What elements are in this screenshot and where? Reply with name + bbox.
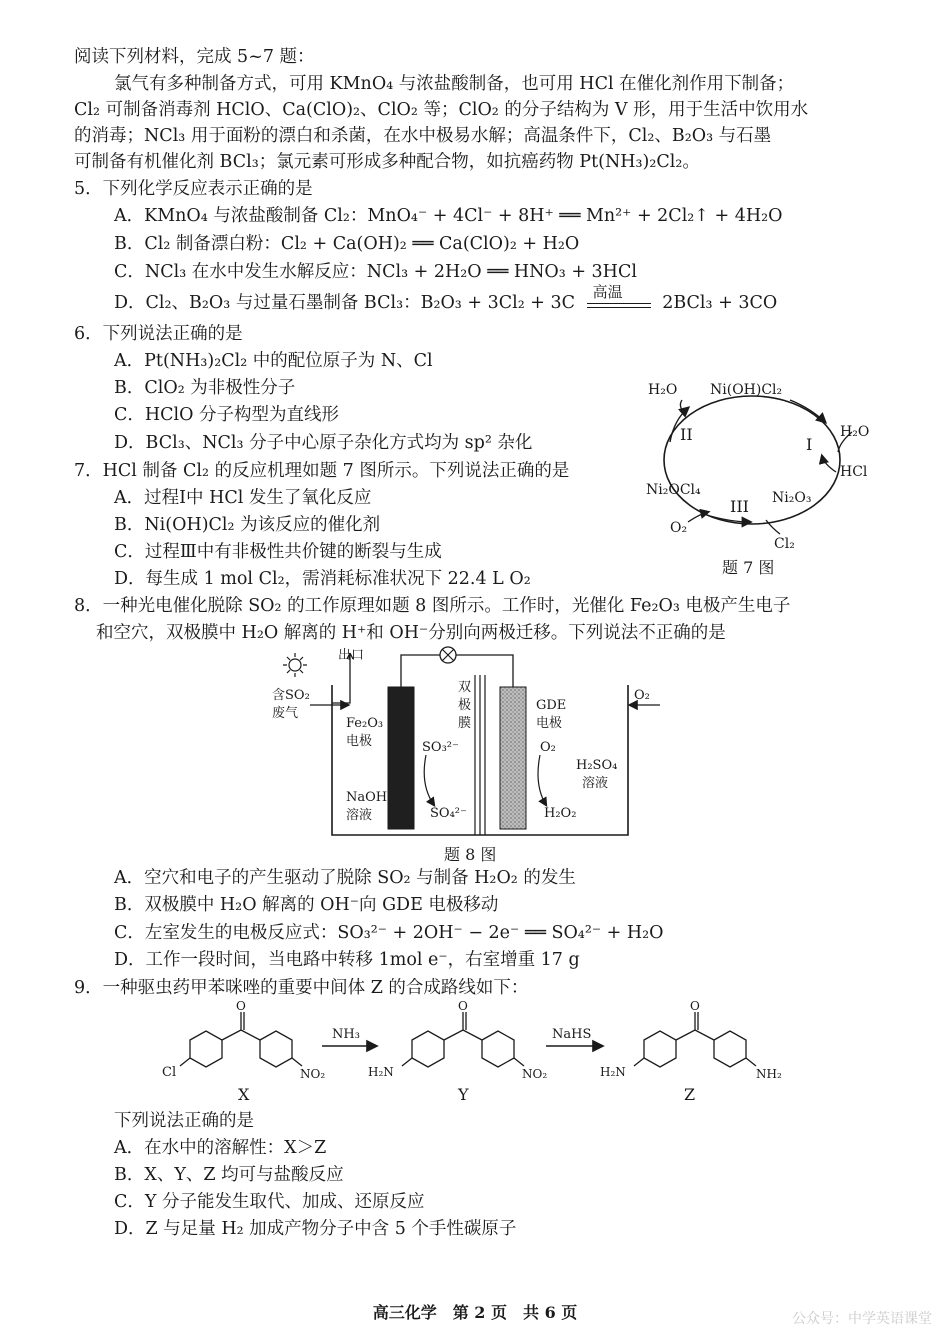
- label-fe2o3: Fe₂O₃: [346, 716, 384, 731]
- question-9-option-b: B．X、Y、Z 均可与盐酸反应: [114, 1165, 344, 1185]
- lamp-icon: [440, 647, 456, 663]
- y-left-group: H₂N: [368, 1065, 394, 1079]
- cycle-ellipse: [664, 396, 840, 524]
- label-z: Z: [684, 1085, 696, 1104]
- option-d-reactants: D．Cl₂、B₂O₃ 与过量石墨制备 BCl₃：B₂O₃ + 3Cl₂ + 3C: [114, 293, 576, 313]
- question-8-option-c: C．左室发生的电极反应式：SO₃²⁻ + 2OH⁻ − 2e⁻ ══ SO₄²⁻ + H₂O: [114, 923, 664, 943]
- label-fe2o3-electrode: 电极: [346, 734, 373, 749]
- y-right-group: NO₂: [522, 1067, 548, 1081]
- label-o2: O₂: [670, 520, 688, 536]
- so3-to-so4-arrow: [424, 755, 434, 805]
- question-5-option-a: A．KMnO₄ 与浓盐酸制备 Cl₂：MnO₄⁻ + 4Cl⁻ + 8H⁺ ══ Mn²⁺ + 2Cl₂↑ + 4H₂O: [114, 206, 783, 226]
- label-cl2: Cl₂: [774, 536, 795, 552]
- question-8-option-d: D．工作一段时间，当电路中转移 1mol e⁻，右室增重 17 g: [114, 950, 580, 970]
- bipolar-membrane: [475, 675, 485, 835]
- question-6-option-b: B．ClO₂ 为非极性分子: [114, 378, 296, 398]
- label-naoh-solution: 溶液: [346, 808, 373, 823]
- option-d-products: 2BCl₃ + 3CO: [662, 293, 778, 313]
- question-8-option-b: B．双极膜中 H₂O 解离的 OH⁻向 GDE 电极移动: [114, 895, 499, 915]
- x-carbonyl-o: O: [236, 1000, 246, 1013]
- o2-to-h2o2-arrow: [538, 755, 546, 805]
- molecule-y: [402, 1012, 524, 1067]
- z-carbonyl-o: O: [690, 1000, 700, 1013]
- figure-7-caption: 题 7 图: [722, 558, 775, 577]
- question-9-subprompt: 下列说法正确的是: [114, 1111, 254, 1131]
- material-line-2: Cl₂ 可制备消毒剂 HClO、Ca(ClO)₂、ClO₂ 等；ClO₂ 的分子结构为 V 形，用于生活中饮用水: [74, 100, 809, 120]
- label-process-i: I: [806, 435, 813, 454]
- question-8-option-a: A．空穴和电子的产生驱动了脱除 SO₂ 与制备 H₂O₂ 的发生: [114, 868, 576, 888]
- label-h2o2: H₂O₂: [544, 806, 577, 821]
- label-naoh: NaOH: [346, 790, 388, 805]
- question-5-option-c: C．NCl₃ 在水中发生水解反应：NCl₃ + 2H₂O ══ HNO₃ + 3HCl: [114, 262, 637, 282]
- question-5-option-d: [114, 282, 778, 316]
- question-9-stem: 9．一种驱虫药甲苯咪唑的重要中间体 Z 的合成路线如下：: [74, 978, 529, 998]
- question-6-option-d: D．BCl₃、NCl₃ 分子中心原子杂化方式均为 sp² 杂化: [114, 433, 533, 453]
- label-outlet: 出口: [338, 648, 365, 663]
- watermark: 公众号：中学英语课堂: [792, 1311, 932, 1327]
- molecule-z: [634, 1012, 756, 1067]
- label-membrane-3: 膜: [458, 716, 472, 731]
- figure-8-electrolysis-cell: [270, 645, 670, 845]
- label-gde-electrode: 电极: [536, 716, 563, 731]
- label-ni2ocl4: Ni₂OCl₄: [646, 482, 701, 498]
- label-o2: O₂: [540, 740, 556, 755]
- section-intro: 阅读下列材料，完成 5~7 题：: [74, 47, 315, 67]
- sun-icon: [283, 653, 307, 677]
- page-footer: 高三化学 第 2 页 共 6 页: [372, 1303, 578, 1322]
- reagent-nahs: NaHS: [552, 1027, 592, 1042]
- x-left-group: Cl: [162, 1065, 177, 1080]
- z-right-group: NH₂: [756, 1067, 782, 1081]
- o2-in-arrow: [688, 512, 708, 522]
- question-7-option-c: C．过程Ⅲ中有非极性共价键的断裂与生成: [114, 542, 442, 562]
- label-x: X: [238, 1085, 250, 1104]
- gde-electrode: [500, 687, 526, 829]
- label-h2so4: H₂SO₄: [576, 758, 618, 773]
- label-gde: GDE: [536, 698, 567, 713]
- label-hcl: HCl: [840, 464, 868, 480]
- material-line-3: 的消毒；NCl₃ 用于面粉的漂白和杀菌，在水中极易水解；高温条件下，Cl₂、B₂O₃ 与石墨: [74, 126, 772, 146]
- label-so3: SO₃²⁻: [422, 740, 459, 755]
- fe2o3-electrode: [388, 687, 414, 829]
- z-left-group: H₂N: [600, 1065, 626, 1079]
- label-h2so4-solution: 溶液: [582, 776, 609, 791]
- label-process-ii: II: [680, 425, 693, 444]
- question-5-stem: 5．下列化学反应表示正确的是: [74, 179, 313, 199]
- y-carbonyl-o: O: [458, 1000, 468, 1013]
- question-7-option-a: A．过程Ⅰ中 HCl 发生了氧化反应: [114, 488, 372, 508]
- label-membrane-1: 双: [458, 680, 472, 695]
- question-9-option-c: C．Y 分子能发生取代、加成、还原反应: [114, 1192, 425, 1212]
- question-6-option-c: C．HClO 分子构型为直线形: [114, 405, 340, 425]
- label-membrane-2: 极: [458, 698, 472, 713]
- label-o2-inlet: O₂: [634, 688, 650, 703]
- label-y: Y: [458, 1085, 469, 1104]
- label-inlet-gas: 废气: [272, 706, 299, 721]
- reagent-nh3: NH₃: [332, 1027, 360, 1042]
- condition-label: 高温: [592, 282, 623, 301]
- material-line-4: 可制备有机催化剂 BCl₃；氯元素可形成多种配合物，如抗癌药物 Pt(NH₃)₂Cl₂。: [74, 152, 700, 172]
- question-5-option-b: B．Cl₂ 制备漂白粉：Cl₂ + Ca(OH)₂ ══ Ca(ClO)₂ + H₂O: [114, 234, 580, 254]
- question-9-option-d: D．Z 与足量 H₂ 加成产物分子中含 5 个手性碳原子: [114, 1219, 517, 1239]
- figure-8-caption: 题 8 图: [444, 845, 497, 864]
- synthesis-route-diagram: [150, 1000, 800, 1110]
- label-process-iii: III: [730, 497, 749, 516]
- question-6-option-a: A．Pt(NH₃)₂Cl₂ 中的配位原子为 N、Cl: [114, 351, 433, 371]
- figure-7-cycle-diagram: [640, 372, 880, 582]
- label-ni-oh-cl2: Ni(OH)Cl₂: [710, 382, 783, 398]
- question-6-stem: 6．下列说法正确的是: [74, 324, 243, 344]
- material-line-1: 氯气有多种制备方式，可用 KMnO₄ 与浓盐酸制备，也可用 HCl 在催化剂作用下制备；: [114, 74, 795, 94]
- label-ni2o3: Ni₂O₃: [772, 490, 812, 506]
- label-h2o-right: H₂O: [840, 424, 870, 440]
- question-9-option-a: A．在水中的溶解性：X＞Z: [114, 1138, 327, 1158]
- label-inlet-so2: 含SO₂: [272, 688, 310, 703]
- molecule-x: [180, 1012, 302, 1067]
- label-so4: SO₄²⁻: [430, 806, 467, 821]
- label-h2o-left: H₂O: [648, 382, 678, 398]
- external-wire: [401, 655, 513, 687]
- x-right-group: NO₂: [300, 1067, 326, 1081]
- question-8-stem-2: 和空穴，双极膜中 H₂O 解离的 H⁺和 OH⁻分别向两极迁移。下列说法不正确的是: [96, 623, 726, 643]
- question-7-stem: 7．HCl 制备 Cl₂ 的反应机理如题 7 图所示。下列说法正确的是: [74, 461, 570, 481]
- high-temp-arrow: [587, 282, 651, 314]
- question-7-option-b: B．Ni(OH)Cl₂ 为该反应的催化剂: [114, 515, 381, 535]
- question-8-stem-1: 8．一种光电催化脱除 SO₂ 的工作原理如题 8 图所示。工作时，光催化 Fe₂O₃ 电极产生电子: [74, 596, 791, 616]
- question-7-option-d: D．每生成 1 mol Cl₂，需消耗标准状况下 22.4 L O₂: [114, 569, 531, 589]
- h2o-out-arrow-left: [680, 400, 684, 412]
- hcl-in-arrow: [822, 456, 836, 472]
